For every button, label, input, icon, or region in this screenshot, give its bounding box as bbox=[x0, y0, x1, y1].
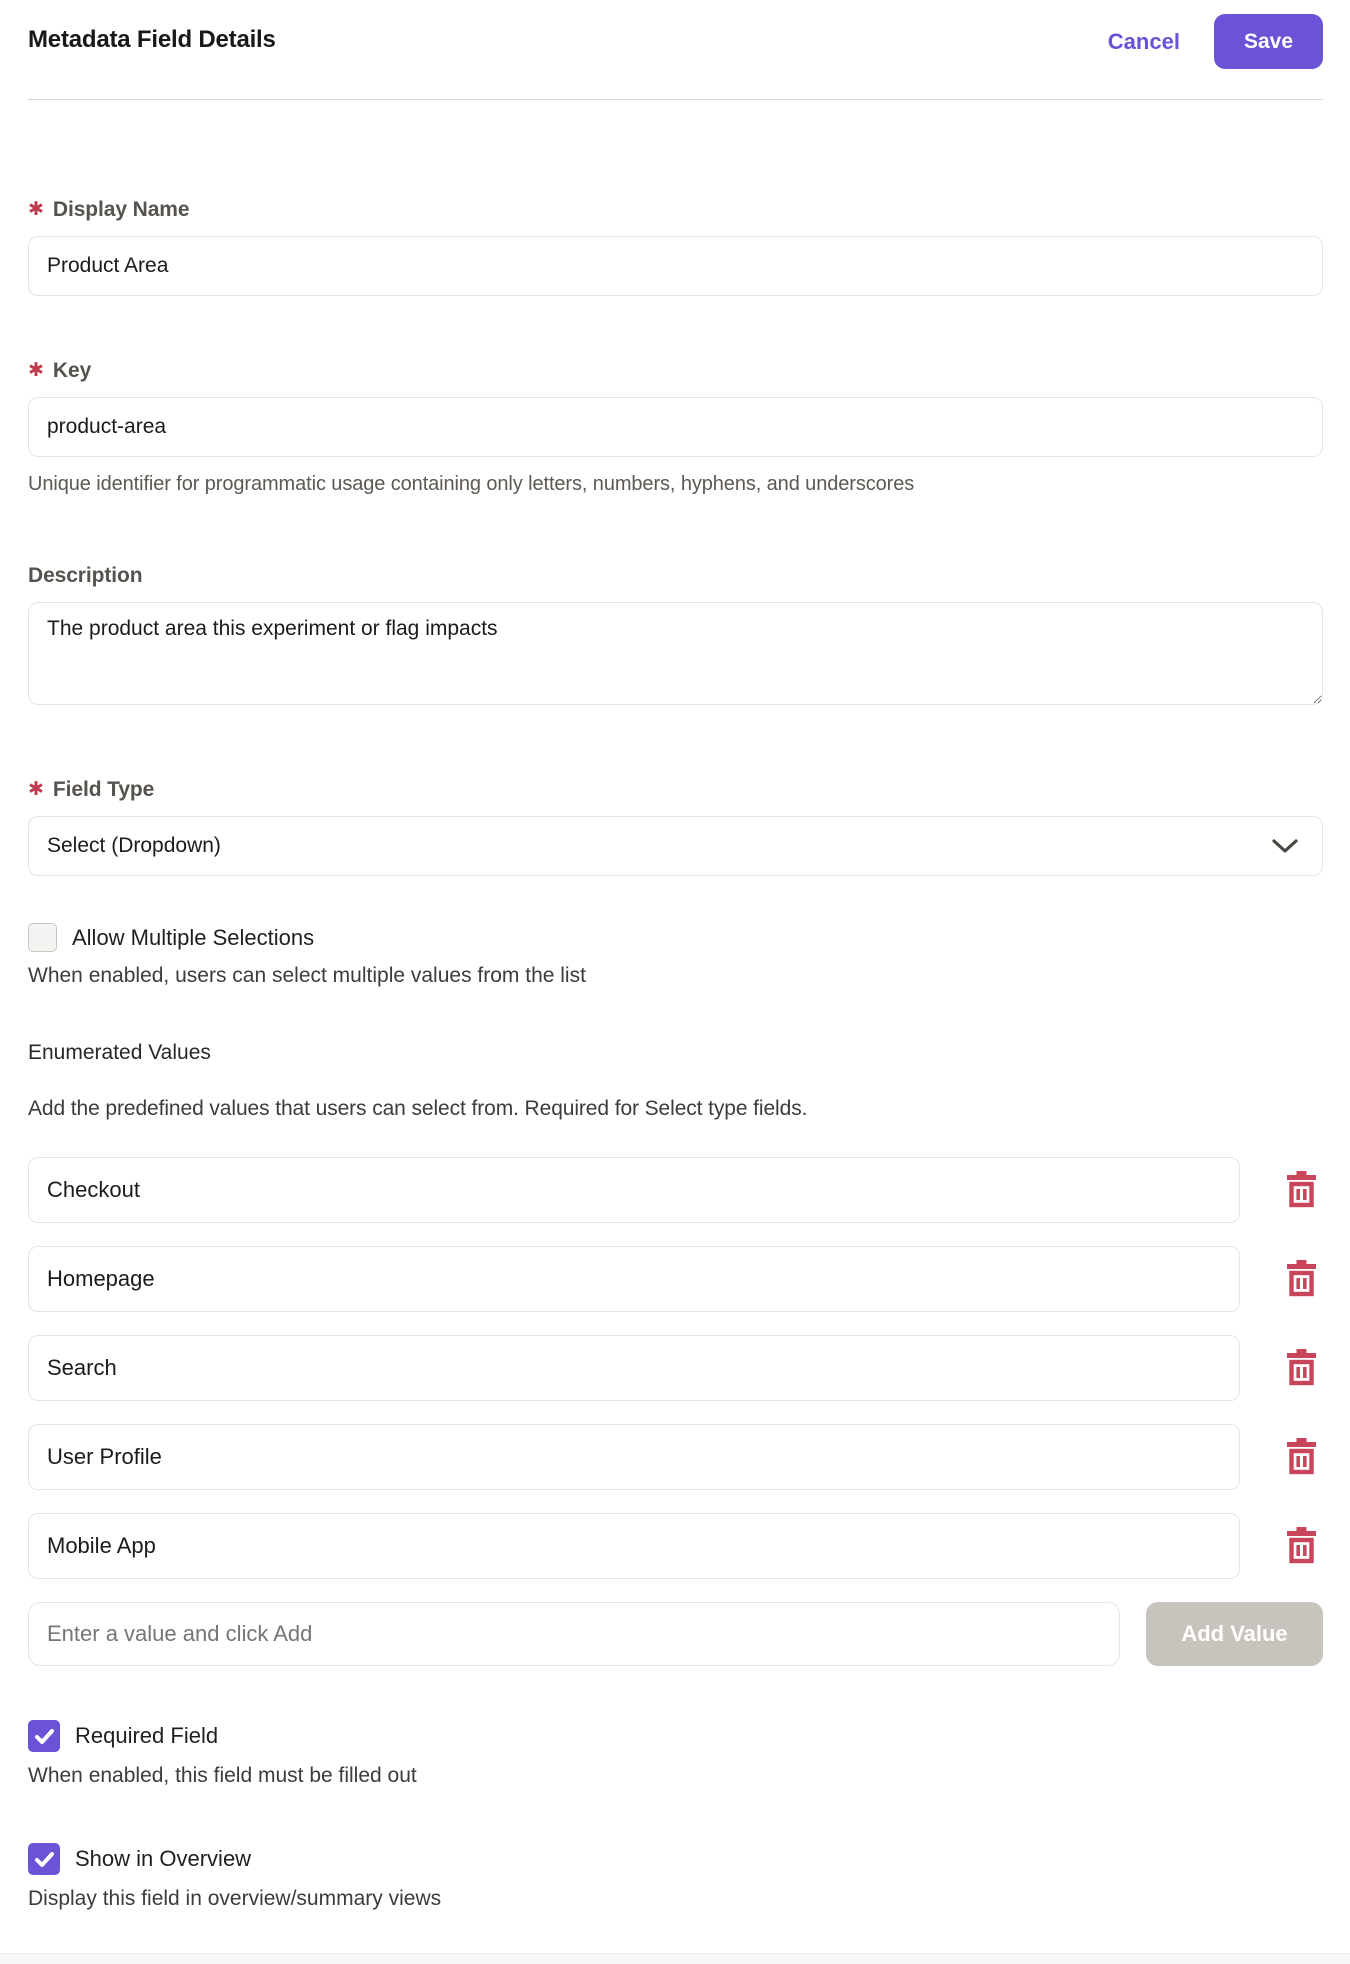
display-name-field bbox=[28, 198, 1323, 296]
add-value-input[interactable] bbox=[28, 1602, 1120, 1666]
key-input[interactable] bbox=[28, 397, 1323, 457]
required-asterisk-icon: ✱ bbox=[28, 199, 44, 220]
field-type-field bbox=[28, 778, 1323, 876]
delete-value-button[interactable] bbox=[1279, 1438, 1323, 1476]
enum-value-input[interactable] bbox=[28, 1335, 1240, 1401]
trash-icon bbox=[1285, 1349, 1318, 1387]
field-type-select[interactable] bbox=[28, 816, 1323, 876]
key-label: Key bbox=[52, 359, 92, 382]
value-row bbox=[28, 1335, 1323, 1401]
show-in-overview-checkbox[interactable] bbox=[28, 1843, 60, 1875]
required-field-section bbox=[28, 1720, 1323, 1788]
field-type-selected-value: Select (Dropdown) bbox=[47, 834, 221, 857]
show-in-overview-help-text: Display this field in overview/summary views bbox=[28, 1887, 442, 1910]
value-row bbox=[28, 1157, 1323, 1223]
trash-icon bbox=[1285, 1527, 1318, 1565]
enum-value-input[interactable] bbox=[28, 1246, 1240, 1312]
enumerated-values-label: Enumerated Values bbox=[28, 1041, 211, 1064]
delete-value-button[interactable] bbox=[1279, 1349, 1323, 1387]
allow-multiple-checkbox[interactable] bbox=[28, 923, 57, 952]
enumerated-values-section bbox=[28, 1041, 1323, 1121]
bottom-edge-strip bbox=[0, 1953, 1350, 1964]
field-type-label-row bbox=[28, 778, 1323, 802]
save-button[interactable]: Save bbox=[1214, 14, 1323, 69]
required-field-help-text: When enabled, this field must be filled out bbox=[28, 1764, 417, 1787]
required-field-checkbox-row[interactable] bbox=[28, 1720, 1323, 1752]
allow-multiple-help-text: When enabled, users can select multiple values from the list bbox=[28, 964, 586, 987]
enum-value-input[interactable] bbox=[28, 1424, 1240, 1490]
show-in-overview-checkbox-row[interactable] bbox=[28, 1843, 1323, 1875]
value-row bbox=[28, 1424, 1323, 1490]
trash-icon bbox=[1285, 1171, 1318, 1209]
trash-icon bbox=[1285, 1260, 1318, 1298]
display-name-label-row bbox=[28, 198, 1323, 222]
enumerated-values-list bbox=[28, 1157, 1323, 1666]
allow-multiple-checkbox-row[interactable] bbox=[28, 923, 1323, 952]
value-row bbox=[28, 1513, 1323, 1579]
required-asterisk-icon: ✱ bbox=[28, 779, 44, 800]
enum-value-input[interactable] bbox=[28, 1513, 1240, 1579]
delete-value-button[interactable] bbox=[1279, 1171, 1323, 1209]
description-field bbox=[28, 564, 1323, 705]
allow-multiple-label: Allow Multiple Selections bbox=[72, 924, 315, 950]
cancel-button[interactable]: Cancel bbox=[1108, 19, 1180, 65]
show-in-overview-section bbox=[28, 1843, 1323, 1911]
enum-value-input[interactable] bbox=[28, 1157, 1240, 1223]
checkmark-icon bbox=[35, 1852, 54, 1867]
add-value-button[interactable]: Add Value bbox=[1146, 1602, 1323, 1666]
header bbox=[0, 0, 1350, 99]
display-name-input[interactable] bbox=[28, 236, 1323, 296]
value-row bbox=[28, 1246, 1323, 1312]
checkmark-icon bbox=[35, 1729, 54, 1744]
show-in-overview-label: Show in Overview bbox=[75, 1846, 252, 1871]
description-label-row bbox=[28, 564, 1323, 588]
display-name-label: Display Name bbox=[52, 198, 190, 221]
required-field-checkbox[interactable] bbox=[28, 1720, 60, 1752]
required-asterisk-icon: ✱ bbox=[28, 360, 44, 381]
page-title: Metadata Field Details bbox=[28, 26, 276, 53]
delete-value-button[interactable] bbox=[1279, 1527, 1323, 1565]
description-label: Description bbox=[28, 564, 143, 587]
header-actions bbox=[1108, 14, 1323, 69]
metadata-field-form bbox=[0, 198, 1350, 1911]
delete-value-button[interactable] bbox=[1279, 1260, 1323, 1298]
field-type-label: Field Type bbox=[52, 778, 155, 801]
trash-icon bbox=[1285, 1438, 1318, 1476]
key-field bbox=[28, 359, 1323, 496]
add-value-row bbox=[28, 1602, 1323, 1666]
allow-multiple-section bbox=[28, 923, 1323, 988]
required-field-label: Required Field bbox=[75, 1723, 219, 1748]
key-label-row bbox=[28, 359, 1323, 383]
description-textarea[interactable] bbox=[28, 602, 1323, 705]
enumerated-values-description: Add the predefined values that users can select from. Required for Select type fields. bbox=[28, 1097, 808, 1120]
chevron-down-icon bbox=[1272, 839, 1298, 854]
key-help-text: Unique identifier for programmatic usage containing only letters, numbers, hyphens, and underscores bbox=[28, 473, 915, 495]
header-divider bbox=[28, 99, 1323, 100]
